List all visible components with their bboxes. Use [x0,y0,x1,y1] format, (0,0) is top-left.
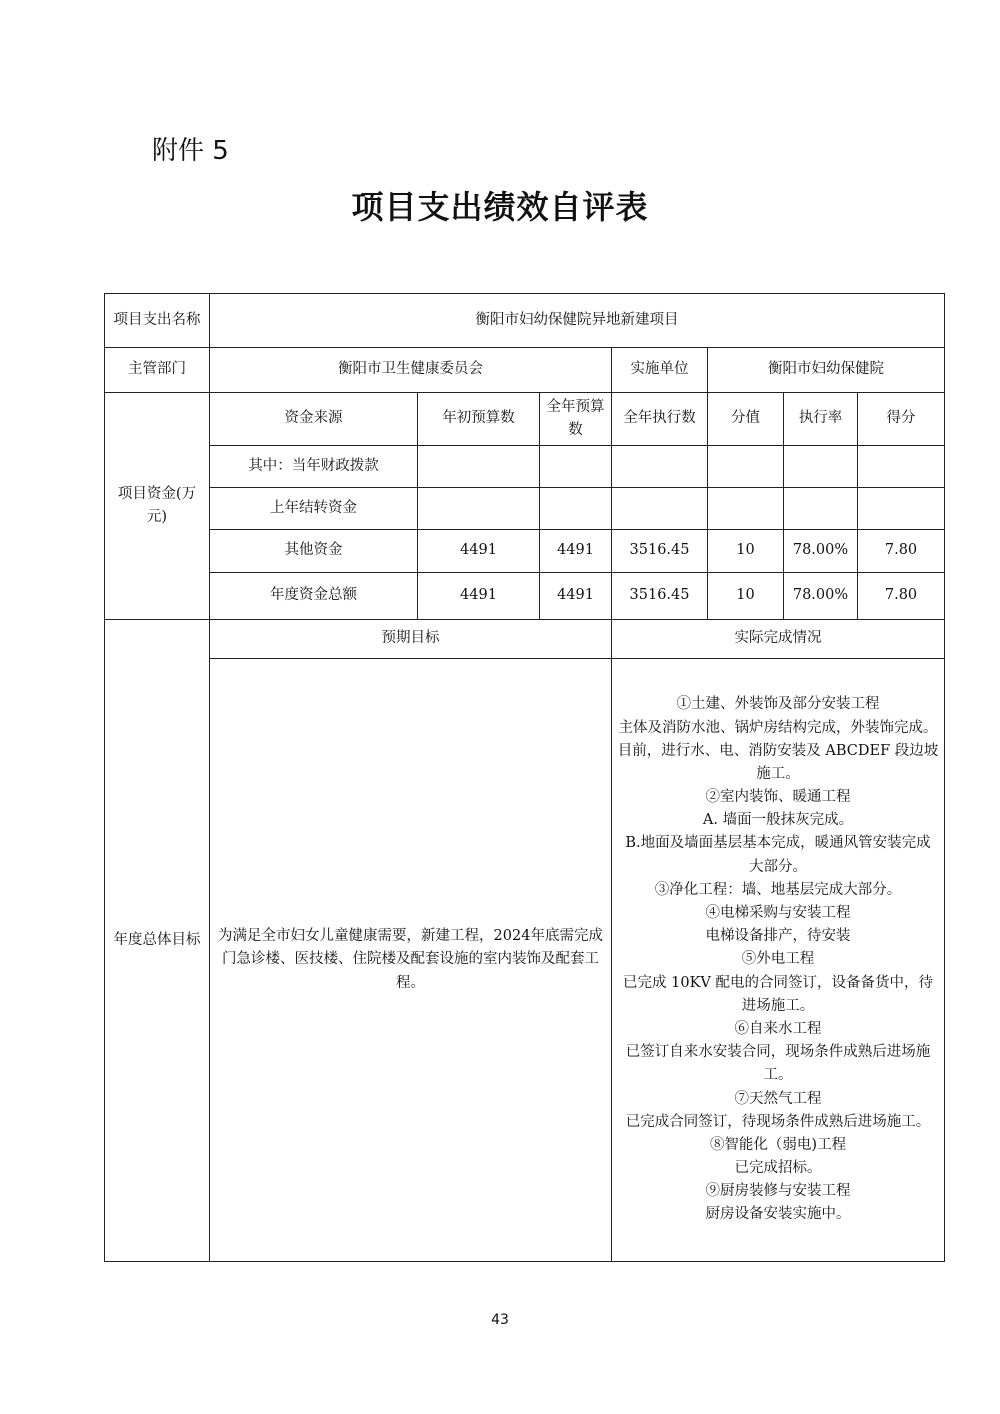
actual-line: A. 墙面一般抹灰完成。 [702,812,854,829]
fund-header-row [105,393,945,446]
fund-annual [540,488,612,530]
dept-label: 主管部门 [105,348,210,393]
impl-label: 实施单位 [612,348,708,393]
goal-header-row [105,620,945,659]
actual-line: 厨房设备安装实施中。 [705,1206,851,1223]
fund-initial: 4491 [418,530,540,573]
fund-score-value: 10 [708,573,784,620]
actual-line: ⑥自来水工程 [734,1020,822,1037]
actual-completion-text [612,659,945,1262]
fund-source: 上年结转资金 [210,488,418,530]
project-name-row [105,294,945,348]
actual-line: 已完成招标。 [734,1160,822,1177]
fund-source: 年度资金总额 [210,573,418,620]
fund-score: 7.80 [858,573,945,620]
fund-score-value [708,488,784,530]
actual-line: ②室内装饰、暖通工程 [705,789,851,806]
fund-score [858,446,945,488]
fund-executed [612,488,708,530]
fund-score [858,488,945,530]
fund-executed: 3516.45 [612,530,708,573]
expected-header: 预期目标 [210,620,612,659]
actual-line: ⑦天然气工程 [734,1090,822,1107]
dept-value: 衡阳市卫生健康委员会 [210,348,612,393]
fund-initial [418,488,540,530]
fund-executed: 3516.45 [612,573,708,620]
page-number: 43 [491,1312,509,1328]
fund-source: 其他资金 [210,530,418,573]
fund-row [105,573,945,620]
fund-annual: 4491 [540,573,612,620]
fund-executed [612,446,708,488]
actual-line: 已完成合同签订，待现场条件成熟后进场施工。 [625,1113,931,1130]
fund-header: 得分 [858,393,945,446]
actual-line: ③净化工程：墙、地基层完成大部分。 [654,881,902,898]
fund-label: 项目资金(万元) [105,393,210,620]
fund-header: 资金来源 [210,393,418,446]
actual-line: 工。 [763,1067,793,1084]
performance-table [104,293,945,1262]
project-name-value: 衡阳市妇幼保健院异地新建项目 [210,294,945,348]
actual-line: 施工。 [756,765,800,782]
fund-initial: 4491 [418,573,540,620]
fund-score: 7.80 [858,530,945,573]
goal-content-row [105,659,945,1262]
expected-goal-text: 为满足全市妇女儿童健康需要，新建工程，2024年底需完成门急诊楼、医技楼、住院楼及配套设施的室内装饰及配套工程。 [210,659,612,1262]
department-row [105,348,945,393]
fund-rate: 78.00% [784,530,858,573]
goal-label: 年度总体目标 [105,620,210,1262]
fund-row [105,488,945,530]
attachment-label: 附件 5 [152,136,229,166]
impl-value: 衡阳市妇幼保健院 [708,348,945,393]
actual-line: 电梯设备排产，待安装 [705,928,851,945]
page-title: 项目支出绩效自评表 [351,188,649,226]
actual-line: 目前，进行水、电、消防安装及 ABCDEF 段边坡 [617,742,939,759]
fund-rate [784,446,858,488]
fund-score-value [708,446,784,488]
actual-line: B.地面及墙面基层基本完成，暖通风管安装完成 [625,835,931,852]
actual-line: ⑧智能化（弱电)工程 [709,1136,847,1153]
fund-rate [784,488,858,530]
fund-header: 全年执行数 [612,393,708,446]
fund-annual [540,446,612,488]
actual-line: 大部分。 [749,858,808,875]
fund-annual: 4491 [540,530,612,573]
actual-line: ①土建、外装饰及部分安装工程 [676,696,880,713]
fund-header: 执行率 [784,393,858,446]
fund-header: 全年预算数 [540,393,612,446]
fund-score-value: 10 [708,530,784,573]
project-name-label: 项目支出名称 [105,294,210,348]
actual-line: 进场施工。 [741,997,815,1014]
fund-row [105,530,945,573]
fund-source: 其中：当年财政拨款 [210,446,418,488]
actual-line: 已签订自来水安装合同，现场条件成熟后进场施 [625,1044,931,1061]
actual-line: 主体及消防水池、锅炉房结构完成，外装饰完成。 [618,719,938,736]
fund-header: 年初预算数 [418,393,540,446]
fund-rate: 78.00% [784,573,858,620]
fund-row [105,446,945,488]
actual-line: ④电梯采购与安装工程 [705,905,851,922]
actual-line: ⑨厨房装修与安装工程 [705,1183,851,1200]
fund-initial [418,446,540,488]
actual-line: 已完成 10KV 配电的合同签订，设备备货中，待 [623,974,933,991]
fund-header: 分值 [708,393,784,446]
actual-header: 实际完成情况 [612,620,945,659]
actual-line: ⑤外电工程 [741,951,815,968]
